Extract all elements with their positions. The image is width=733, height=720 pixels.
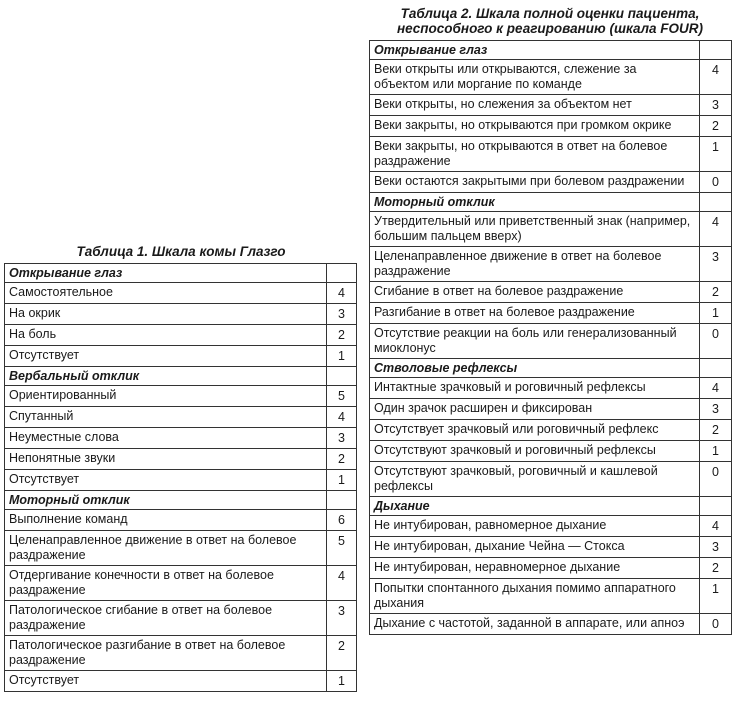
section-header-row [370, 497, 732, 516]
score-value: 2 [327, 325, 357, 346]
criterion-text: Сгибание в ответ на болевое раздражение [370, 282, 700, 303]
criterion-text: Интактные зрачковый и роговичный рефлексы [370, 378, 700, 399]
criterion-text: Патологическое разгибание в ответ на болевое раздражение [5, 636, 327, 671]
criterion-text: Веки закрыты, но открываются при громком окрике [370, 116, 700, 137]
criterion-text: Ориентированный [5, 386, 327, 407]
table-row [5, 428, 357, 449]
section-header-row [5, 264, 357, 283]
score-value: 0 [700, 324, 732, 359]
section-title: Дыхание [370, 497, 700, 516]
table-row [5, 566, 357, 601]
criterion-text: Отсутствует [5, 346, 327, 367]
table-row [370, 614, 732, 635]
section-title: Открывание глаз [5, 264, 327, 283]
criterion-text: Непонятные звуки [5, 449, 327, 470]
score-value: 1 [700, 579, 732, 614]
score-value: 4 [327, 566, 357, 601]
score-value: 3 [700, 95, 732, 116]
criterion-text: Веки закрыты, но открываются в ответ на болевое раздражение [370, 137, 700, 172]
section-header-row [5, 367, 357, 386]
table-row [370, 537, 732, 558]
criterion-text: Не интубирован, дыхание Чейна — Стокса [370, 537, 700, 558]
score-value: 3 [327, 304, 357, 325]
section-title: Открывание глаз [370, 41, 700, 60]
score-value: 5 [327, 531, 357, 566]
score-value: 6 [327, 510, 357, 531]
table-row [5, 601, 357, 636]
criterion-text: Отсутствует зрачковый или роговичный рефлекс [370, 420, 700, 441]
table-row [5, 636, 357, 671]
criterion-text: Веки открыты или открываются, слежение за объектом или моргание по команде [370, 60, 700, 95]
table-row [370, 579, 732, 614]
score-value: 2 [700, 282, 732, 303]
criterion-text: Один зрачок расширен и фиксирован [370, 399, 700, 420]
table-row [5, 346, 357, 367]
criterion-text: Самостоятельное [5, 283, 327, 304]
score-value: 0 [700, 462, 732, 497]
criterion-text: Не интубирован, неравномерное дыхание [370, 558, 700, 579]
table-row [5, 470, 357, 491]
section-score-cell [327, 491, 357, 510]
score-value: 2 [700, 558, 732, 579]
score-value: 4 [700, 212, 732, 247]
section-header-row [370, 41, 732, 60]
score-value: 4 [700, 60, 732, 95]
criterion-text: Неуместные слова [5, 428, 327, 449]
table-row [370, 247, 732, 282]
criterion-text: Целенаправленное движение в ответ на болевое раздражение [370, 247, 700, 282]
table-row [5, 304, 357, 325]
criterion-text: Разгибание в ответ на болевое раздражение [370, 303, 700, 324]
score-value: 1 [327, 346, 357, 367]
score-value: 4 [700, 378, 732, 399]
score-value: 3 [700, 247, 732, 282]
criterion-text: Отсутствуют зрачковый, роговичный и кашлевой рефлексы [370, 462, 700, 497]
table-row [370, 60, 732, 95]
criterion-text: Отсутствует [5, 470, 327, 491]
table-row [370, 462, 732, 497]
score-value: 3 [700, 399, 732, 420]
criterion-text: Веки остаются закрытыми при болевом раздражении [370, 172, 700, 193]
table-row [370, 172, 732, 193]
table-row [370, 441, 732, 462]
score-value: 2 [700, 116, 732, 137]
score-value: 3 [700, 537, 732, 558]
table-row [370, 282, 732, 303]
table-row [370, 516, 732, 537]
criterion-text: Патологическое сгибание в ответ на болевое раздражение [5, 601, 327, 636]
section-title: Моторный отклик [370, 193, 700, 212]
criterion-text: Попытки спонтанного дыхания помимо аппаратного дыхания [370, 579, 700, 614]
four-scale-table [369, 40, 732, 635]
score-value: 2 [327, 636, 357, 671]
score-value: 1 [700, 137, 732, 172]
table-row [370, 399, 732, 420]
score-value: 1 [327, 671, 357, 692]
table-row [370, 420, 732, 441]
section-score-cell [700, 359, 732, 378]
table-row [370, 212, 732, 247]
criterion-text: На окрик [5, 304, 327, 325]
criterion-text: Веки открыты, но слежения за объектом нет [370, 95, 700, 116]
score-value: 4 [700, 516, 732, 537]
criterion-text: Отсутствуют зрачковый и роговичный рефлексы [370, 441, 700, 462]
score-value: 3 [327, 601, 357, 636]
table-row [5, 283, 357, 304]
section-title: Моторный отклик [5, 491, 327, 510]
score-value: 0 [700, 614, 732, 635]
table-row [370, 303, 732, 324]
section-title: Вербальный отклик [5, 367, 327, 386]
score-value: 0 [700, 172, 732, 193]
table2-caption: Таблица 2. Шкала полной оценки пациента, неспособного к реагированию (шкала FOUR) [396, 6, 704, 36]
table-row [5, 449, 357, 470]
section-score-cell [700, 193, 732, 212]
section-header-row [370, 193, 732, 212]
table-row [370, 558, 732, 579]
table-row [5, 325, 357, 346]
table-row [5, 386, 357, 407]
score-value: 1 [700, 441, 732, 462]
section-score-cell [700, 41, 732, 60]
section-score-cell [327, 367, 357, 386]
glasgow-coma-scale-table [4, 263, 357, 692]
score-value: 5 [327, 386, 357, 407]
score-value: 4 [327, 407, 357, 428]
section-score-cell [700, 497, 732, 516]
criterion-text: Дыхание с частотой, заданной в аппарате, или апноэ [370, 614, 700, 635]
table-row [5, 407, 357, 428]
criterion-text: Утвердительный или приветственный знак (например, большим пальцем вверх) [370, 212, 700, 247]
score-value: 1 [700, 303, 732, 324]
table-row [370, 95, 732, 116]
criterion-text: На боль [5, 325, 327, 346]
table-row [370, 137, 732, 172]
table-row [5, 531, 357, 566]
criterion-text: Отдергивание конечности в ответ на болевое раздражение [5, 566, 327, 601]
criterion-text: Не интубирован, равномерное дыхание [370, 516, 700, 537]
section-score-cell [327, 264, 357, 283]
score-value: 2 [327, 449, 357, 470]
score-value: 3 [327, 428, 357, 449]
criterion-text: Отсутствует [5, 671, 327, 692]
score-value: 2 [700, 420, 732, 441]
criterion-text: Целенаправленное движение в ответ на болевое раздражение [5, 531, 327, 566]
table-row [370, 378, 732, 399]
section-header-row [5, 491, 357, 510]
criterion-text: Спутанный [5, 407, 327, 428]
criterion-text: Отсутствие реакции на боль или генерализованный миоклонус [370, 324, 700, 359]
section-title: Стволовые рефлексы [370, 359, 700, 378]
score-value: 4 [327, 283, 357, 304]
section-header-row [370, 359, 732, 378]
table-row [5, 510, 357, 531]
table1-caption: Таблица 1. Шкала комы Глазго [76, 244, 286, 259]
criterion-text: Выполнение команд [5, 510, 327, 531]
table-row [370, 324, 732, 359]
table-row [370, 116, 732, 137]
score-value: 1 [327, 470, 357, 491]
table-row [5, 671, 357, 692]
